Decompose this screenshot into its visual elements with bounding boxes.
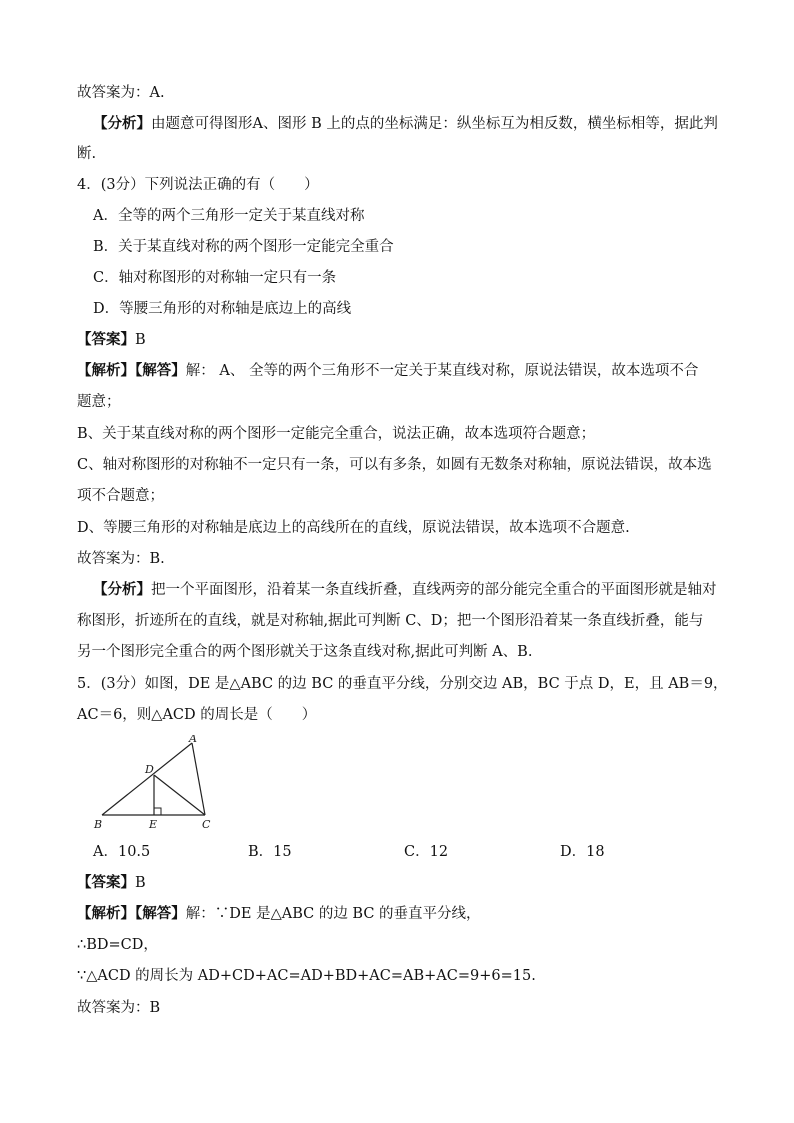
explain-text: 解： A、 全等的两个三角形不一定关于某直线对称，原说法错误，故本选项不合 xyxy=(185,363,699,379)
label-b: B xyxy=(94,818,103,831)
label-c: C xyxy=(202,818,211,831)
triangle-figure xyxy=(92,735,222,831)
q5-stem-2: AC＝6，则△ACD 的周长是（ ） xyxy=(77,707,317,723)
q4-explain xyxy=(77,361,698,381)
q4-option-a: A．全等的两个三角形一定关于某直线对称 xyxy=(93,208,365,224)
q5-option-c: C．12 xyxy=(404,844,449,860)
q5-explain xyxy=(77,904,481,924)
right-angle-mark xyxy=(154,808,161,815)
q5-option-d: D．18 xyxy=(560,844,605,860)
q4-answer xyxy=(77,330,146,350)
q4-option-b: B．关于某直线对称的两个图形一定能完全重合 xyxy=(93,239,394,255)
q4-explain-3: B、关于某直线对称的两个图形一定能完全重合，说法正确，故本选项符合题意； xyxy=(77,426,596,442)
q3-analysis-cont: 断. xyxy=(77,146,97,162)
q4-explain-4: C、轴对称图形的对称轴不一定只有一条，可以有多条，如圆有无数条对称轴，原说法错误，故本选 xyxy=(77,457,712,473)
label-e: E xyxy=(149,818,158,831)
q3-analysis xyxy=(93,114,718,134)
analysis-tag: 【分析】 xyxy=(93,115,151,132)
q5-answer xyxy=(77,873,146,893)
explain-text: 解：∵DE 是△ABC 的边 BC 的垂直平分线， xyxy=(185,906,481,922)
label-a: A xyxy=(189,735,197,745)
q5-option-b: B．15 xyxy=(248,844,292,860)
explain-tag: 【解析】【解答】 xyxy=(77,362,186,379)
segment-dc xyxy=(154,775,205,815)
q5-option-a: A．10.5 xyxy=(93,844,151,860)
q5-explain-3: ∵△ACD 的周长为 AD+CD+AC=AD+BD+AC=AB+AC=9+6=15. xyxy=(77,968,536,984)
analysis-text: 由题意可得图形A、图形 B 上的点的坐标满足：纵坐标互为相反数，横坐标相等，据此判 xyxy=(151,116,718,132)
q5-stem: 5．(3分）如图，DE 是△ABC 的边 BC 的垂直平分线，分别交边 AB，BC 于点 D，E，且 AB＝9， xyxy=(77,676,728,692)
q4-analysis-3: 另一个图形完全重合的两个图形就关于这条直线对称,据此可判断 A、B. xyxy=(77,644,533,660)
q4-analysis xyxy=(93,580,717,600)
q4-option-c: C．轴对称图形的对称轴一定只有一条 xyxy=(93,270,337,286)
q5-final-answer: 故答案为：B xyxy=(77,1000,161,1016)
q5-explain-2: ∴BD=CD， xyxy=(77,937,158,953)
q4-stem: 4．(3分）下列说法正确的有（ ） xyxy=(77,177,319,193)
answer-value: B xyxy=(135,332,146,348)
side-ac xyxy=(192,743,205,815)
q4-option-d: D．等腰三角形的对称轴是底边上的高线 xyxy=(93,301,352,317)
label-d: D xyxy=(145,763,154,776)
q4-explain-6: D、等腰三角形的对称轴是底边上的高线所在的直线，原说法错误，故本选项不合题意. xyxy=(77,520,630,536)
analysis-text: 把一个平面图形，沿着某一条直线折叠，直线两旁的部分能完全重合的平面图形就是轴对 xyxy=(151,582,717,598)
explain-tag: 【解析】【解答】 xyxy=(77,905,186,922)
side-ab xyxy=(102,743,192,815)
q4-explain-5: 项不合题意； xyxy=(77,488,164,504)
q4-explain-2: 题意； xyxy=(77,394,121,410)
answer-tag: 【答案】 xyxy=(77,874,135,891)
q4-final-answer: 故答案为：B. xyxy=(77,551,165,567)
analysis-tag: 【分析】 xyxy=(93,581,151,598)
answer-tag: 【答案】 xyxy=(77,331,135,348)
answer-value: B xyxy=(135,875,146,891)
q4-analysis-2: 称图形，折迹所在的直线，就是对称轴,据此可判断 C、D；把一个图形沿着某一条直线折叠，能与 xyxy=(77,613,704,629)
q3-answer-line: 故答案为：A. xyxy=(77,85,165,101)
